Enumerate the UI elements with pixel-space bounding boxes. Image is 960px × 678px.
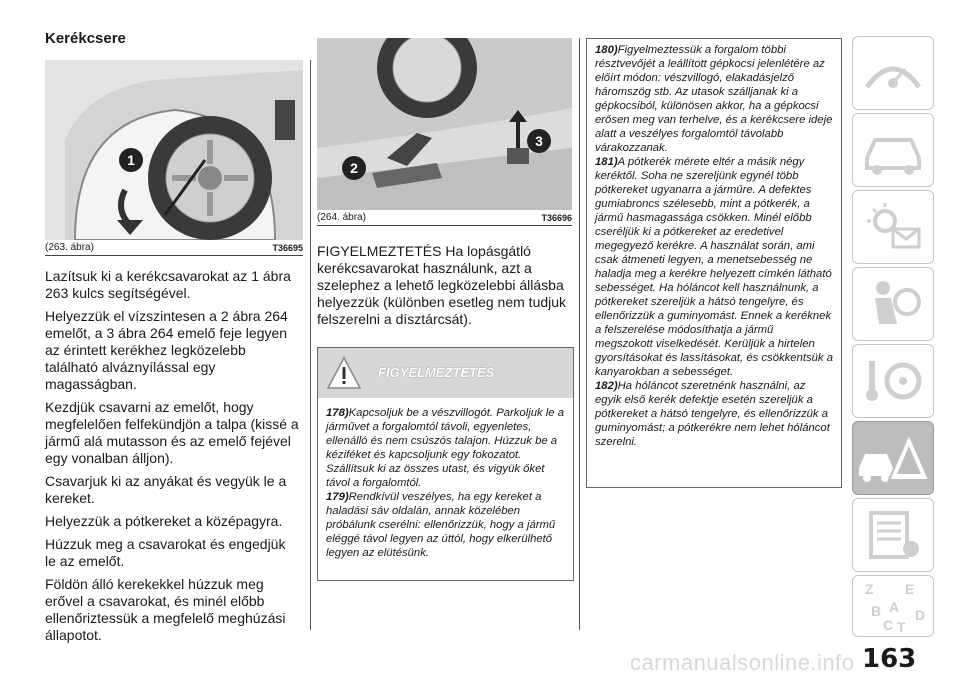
column-divider [310, 60, 311, 630]
callout-2: 2 [350, 160, 358, 176]
steering-wheel-key-icon [853, 345, 933, 417]
paragraph: Helyezzük a pótkereket a középagyra. [45, 513, 283, 529]
warning-item [595, 379, 833, 449]
svg-text:D: D [915, 607, 926, 623]
paragraph: Helyezzük el vízszintesen a 2 ábra 264 emelőt, a 3 ábra 264 emelő feje legyen az érintett kerékhez legközelebb található alváznyílással egy magasságban. [45, 308, 288, 392]
tab-airbag[interactable] [852, 267, 934, 341]
figure-263-caption [45, 242, 303, 256]
warning-item-number: 180) [595, 44, 618, 56]
airbag-icon [853, 268, 933, 340]
warning-item-number: 181) [595, 156, 618, 168]
warning-item-text: Figyelmeztessük a forgalom többi résztvevőjét a leállított gépkocsi jelenlétére az előírt módon: vészvillogó, elakadásjelző háromszög stb. Az utasok szálljanak ki a gépkocsiból, különösen akkor, ha a gépkocsi erősen meg van terhelve, és a kerékcsere ideje alatt a veszélyes forgalomtól távolabb várakozzanak. [595, 44, 833, 154]
tab-starting-driving[interactable] [852, 344, 934, 418]
warning-item [595, 155, 833, 379]
callout-3: 3 [535, 133, 543, 149]
paragraph: Lazítsuk ki a kerékcsavarokat az 1 ábra 263 kulcs segítségével. [45, 268, 291, 301]
paragraph: Húzzuk meg a csavarokat és engedjük le az emelőt. [45, 536, 286, 569]
warning-item [326, 490, 565, 560]
warning-item-text: Rendkívül veszélyes, ha egy kereket a haladási sáv oldalán, annak közelében próbálunk cserélni: ellenőrizzük, hogy a jármű eléggé távol legyen az úttól, hogy elkerülhető legyen az elütésünk. [326, 491, 556, 559]
paragraph: FIGYELMEZTETÉS Ha lopásgátló kerékcsavarokat használunk, azt a szelephez a lehető legközelebbi állásba helyezzük (különben esetleg nem tudjuk felszerelni a dísztárcsát). [317, 243, 567, 327]
left-column-text [45, 268, 300, 650]
warning-item-number: 182) [595, 380, 618, 392]
tab-car[interactable] [852, 113, 934, 187]
paragraph: Kezdjük csavarni az emelőt, hogy megfelelően felfekündjön a talpa (kissé a jármű alá mutasson és az emelő fejével egy vonalban álljon). [45, 399, 299, 466]
figure-263-image [45, 60, 303, 240]
warning-item-text: A pótkerék mérete eltér a másik négy keréktől. Soha ne szereljünk egynél több pótkereket ugyanarra a járműre. A defektes gumiabroncs szélesebb, mint a pótkerék, a jármű hasmagassága csökken. Minél előbb cseréljük ki a pótkereket az eredetivel megegyező kerékre. A használat során, ami csak átmeneti legyen, a menetsebesség ne haladja meg a kerékre helyezett címkén látható sebességet. Ha hóláncot kell használnunk, a pótkereket szereljük a hátsó tengelyre, és ellenőrizzük a guminyomást. Ennek a keréknek a felszerelése módosíthatja a jármű megszokott viselkedését. Kerüljük a hirtelen gyorsításokat és lassításokat, és csökkentsük a kanyarokban a sebességet. [595, 156, 833, 378]
warning-box-header [318, 348, 573, 398]
tab-index[interactable] [852, 575, 934, 637]
svg-text:Z: Z [865, 581, 874, 597]
svg-text:T: T [897, 619, 906, 635]
warning-triangle-icon [326, 356, 362, 390]
emergency-warning-triangle-icon [853, 422, 933, 494]
page-number: 163 [862, 644, 917, 674]
warning-item [326, 406, 565, 490]
figure-264-label: (264. ábra) [317, 212, 366, 223]
figure-264-code: T36696 [541, 212, 572, 223]
tab-warning-lights[interactable] [852, 190, 934, 264]
warning-item-number: 179) [326, 491, 349, 503]
svg-text:E: E [905, 581, 915, 597]
figure-263-code: T36695 [272, 242, 303, 253]
car-icon [853, 114, 933, 186]
warning-item [595, 43, 833, 155]
maintenance-icon [853, 499, 933, 571]
warning-lights-icon [853, 191, 933, 263]
warning-box-title: FIGYELMEZTETÉS [378, 365, 495, 380]
tab-instrument-panel[interactable] [852, 36, 934, 110]
figure-264-image [317, 38, 572, 210]
right-warning-box [586, 38, 842, 488]
paragraph: Csavarjuk ki az anyákat és vegyük le a kereket. [45, 473, 287, 506]
callout-1: 1 [127, 152, 135, 168]
section-title: Kerékcsere [45, 30, 126, 47]
column-divider [579, 38, 580, 630]
svg-text:B: B [871, 603, 882, 619]
warning-item-text: Ha hóláncot szeretnénk használni, az egyik első kerék defektje esetén szereljük a pótkereket a hátsó tengelyre, és ellenőrizzük a guminyomást; a pótkerékre nem lehet hóláncot szerelni. [595, 380, 830, 448]
warning-item-text: Kapcsoljuk be a vészvillogót. Parkoljuk le a járművet a forgalomtól távoli, egyenletes, ellenálló és nem csúszós talajon. Húzzuk be a kéziféket és kapcsoljunk egy fokozatot. Szállítsuk ki az összes utast, és vigyük őket távol a forgalomtól. [326, 407, 565, 489]
paragraph: Földön álló kerekekkel húzzuk meg erővel a csavarokat, és minél előbb ellenőriztessük a megfelelő meghúzási állapotot. [45, 576, 286, 643]
watermark: carmanualsonline.info [630, 650, 855, 675]
middle-column-text [317, 243, 575, 334]
svg-text:A: A [889, 599, 900, 615]
figure-264-caption [317, 212, 572, 226]
tab-emergency[interactable] [852, 421, 934, 495]
warning-box [317, 347, 574, 581]
warning-item-number: 178) [326, 407, 349, 419]
svg-text:C: C [883, 617, 894, 633]
instrument-panel-icon [853, 37, 933, 109]
figure-263-label: (263. ábra) [45, 242, 94, 253]
tab-maintenance[interactable] [852, 498, 934, 572]
warning-box-body [318, 398, 573, 566]
index-alphabet-icon [853, 576, 933, 636]
